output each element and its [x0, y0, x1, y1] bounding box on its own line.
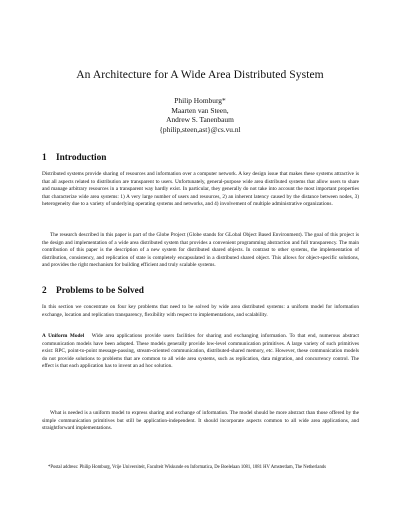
paper-title: An Architecture for A Wide Area Distributed System	[76, 68, 324, 81]
author-email: {philip,steen,ast}@cs.vu.nl	[159, 124, 241, 134]
section-number: 2	[42, 286, 47, 296]
section-title: Introduction	[56, 153, 107, 163]
uniform-model-paragraph: What is needed is a uniform model to express sharing and exchange of information. The model should be more abstract than those offered by the simple communication primitives but still be application-independent. It should incorporate aspects common to all wide area applications, and straightforward implementations.	[42, 410, 359, 432]
problems-paragraph: In this section we concentrate on four key problems that need to be solved by wide area distributed systems: a uniform model for information exchange, location and replication transparency, flexibility with respect to implementations, and scalability.	[42, 304, 359, 318]
paragraph-text: Wide area applications provide users facilities for sharing and exchanging information. To that end, numerous abstract communication models have been adopted. These models generally provide low-level communication primitives. A large variety of such primitives exist: RPC, point-to-point message-passing, stream-oriented communication, distributed-shared memory, etc. However, these communication models do not provide solutions to problems that are common to all wide area systems, such as replication, data migration, and concurrency control. The effect is that each application has to invent an ad hoc solution.	[42, 333, 359, 370]
runin-heading: A Uniform Model	[42, 333, 85, 339]
intro-paragraph: Distributed systems provide sharing of resources and information over a computer network. A key design issue that makes these systems attractive is that all aspects related to distribution are transparent to users. Unfortunately, general-purpose wide area distributed systems that allow users to share and manage arbitrary resources in a transparent way hardly exist. In particular, they generally do not take into account the most important properties that characterize wide area systems: 1) A very large number of users and resources, 2) an inherent latency caused by the distance between nodes, 3) heterogeneity due to a variety of underlying operating systems and networks, and 4) involvement of multiple administrative organizations.	[42, 171, 359, 208]
section-heading-problems	[42, 286, 144, 296]
footnote-text: *Postal address: Philip Homburg, Vrije Universiteit, Faculteit Wiskunde en Informatica, De Boelelaan 1081, 1081 HV Amsterdam, The Netherlands	[48, 465, 326, 470]
intro-paragraph: The research described in this paper is part of the Globe Project (Globe stands for GLobal Object Based Environment). The goal of this project is the design and implementation of a wide area distributed system that provides a convenient programming abstraction and full transparency. The main contribution of this paper is the description of a new system for distributed shared objects. In contrast to other systems, the implementation of distribution, consistency, and replication of state is completely encapsulated in a distributed shared object. This allows for object-specific solutions, and provides the right mechanism for building efficient and truly scalable systems.	[42, 232, 359, 269]
author-name: Philip Homburg*	[174, 96, 226, 105]
section-number: 1	[42, 153, 47, 163]
author-name: Andrew S. Tanenbaum	[166, 115, 234, 125]
footnote	[42, 465, 359, 472]
uniform-model-paragraph	[42, 333, 359, 371]
author-name: Maarten van Steen,	[171, 105, 229, 115]
author-block	[0, 96, 400, 134]
section-heading-introduction	[42, 153, 106, 163]
section-title: Problems to be Solved	[56, 286, 144, 296]
